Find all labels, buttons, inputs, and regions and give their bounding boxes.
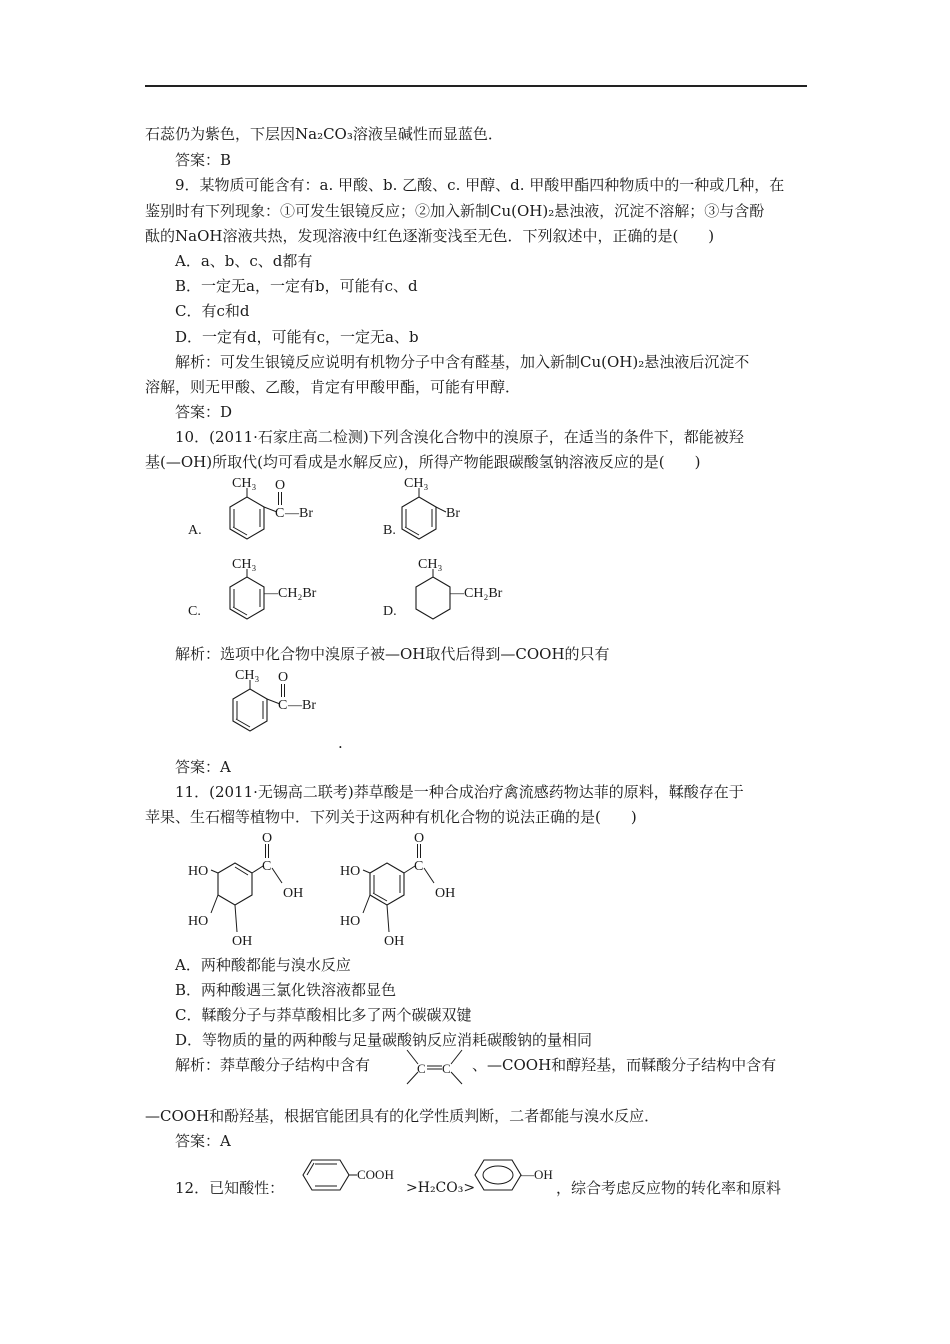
structure-option-B	[380, 472, 490, 552]
question-11-line: 苹果、生石榴等植物中．下列关于这两种有机化合物的说法正确的是( )	[145, 808, 637, 826]
svg-text:CH₃: CH₃	[235, 668, 260, 683]
analysis-line: 解析：莽草酸分子结构中含有	[175, 1056, 371, 1074]
svg-text:—Br: —Br	[288, 698, 316, 713]
svg-text:CH₃: CH₃	[418, 557, 443, 572]
option-B: B．一定无a，一定有b，可能有c、d	[175, 277, 418, 295]
svg-text:OH: OH	[232, 934, 253, 949]
svg-text:HO: HO	[188, 914, 209, 929]
structure-phenol	[470, 1152, 560, 1202]
svg-text:CH₃: CH₃	[232, 557, 257, 572]
analysis-line: 解析：选项中化合物中溴原子被—OH取代后得到—COOH的只有	[175, 645, 610, 663]
svg-text:C.: C.	[188, 604, 201, 619]
svg-text:CH₃: CH₃	[404, 476, 429, 491]
structure-option-A	[185, 472, 325, 552]
analysis-line: 、—COOH和醇羟基，而鞣酸分子结构中含有	[472, 1056, 777, 1074]
svg-text:A.: A.	[188, 523, 202, 538]
option-D: D．等物质的量的两种酸与足量碳酸钠反应消耗碳酸钠的量相同	[175, 1031, 593, 1049]
text-line: 石蕊仍为紫色，下层因Na₂CO₃溶液呈碱性而显蓝色．	[145, 125, 503, 143]
svg-text:—CH₂Br: —CH₂Br	[450, 586, 503, 601]
svg-text:Br: Br	[446, 506, 460, 521]
answer-line: 答案：B	[175, 151, 232, 169]
svg-text:HO: HO	[188, 864, 209, 879]
svg-text:O: O	[262, 831, 273, 846]
svg-text:—CH₂Br: —CH₂Br	[264, 586, 317, 601]
answer-line: 答案：A	[175, 1132, 231, 1150]
option-A: A．两种酸都能与溴水反应	[175, 956, 351, 974]
period: .	[338, 734, 343, 752]
option-D: D．一定有d，可能有c，一定无a、b	[175, 328, 419, 346]
acid-comparison: >H₂CO₃>	[406, 1180, 476, 1196]
svg-text:—OH: —OH	[521, 1167, 553, 1182]
svg-text:C: C	[414, 859, 424, 874]
answer-line: 答案：D	[175, 403, 233, 421]
svg-text:—Br: —Br	[285, 506, 313, 521]
svg-text:COOH: COOH	[357, 1167, 394, 1182]
question-10-line: 10．(2011·石家庄高二检测)下列含溴化合物中的溴原子，在适当的条件下，都能被羟	[175, 428, 744, 446]
svg-text:CH₃: CH₃	[232, 476, 257, 491]
structure-option-C	[185, 555, 325, 635]
structure-benzoic-acid	[295, 1152, 405, 1202]
svg-text:O: O	[275, 478, 286, 493]
svg-text:O: O	[278, 670, 289, 685]
structure-gallic-acid	[337, 830, 477, 950]
svg-text:OH: OH	[384, 934, 405, 949]
svg-text:O: O	[414, 831, 425, 846]
svg-text:C: C	[275, 506, 285, 521]
svg-text:C: C	[278, 698, 288, 713]
svg-text:C: C	[442, 1061, 451, 1076]
question-10-line: 基(—OH)所取代(均可看成是水解反应)，所得产物能跟碳酸氢钠溶液反应的是( )	[145, 453, 701, 471]
analysis-line: 解析：可发生银镜反应说明有机物分子中含有醛基，加入新制Cu(OH)₂悬浊液后沉淀不	[175, 353, 750, 371]
carbon-carbon-double-bond	[404, 1046, 466, 1096]
header-rule	[145, 85, 807, 87]
analysis-line: —COOH和酚羟基，根据官能团具有的化学性质判断，二者都能与溴水反应．	[145, 1107, 660, 1125]
svg-text:OH: OH	[283, 886, 304, 901]
svg-text:HO: HO	[340, 914, 361, 929]
option-C: C．鞣酸分子与莽草酸相比多了两个碳碳双键	[175, 1006, 472, 1024]
svg-text:OH: OH	[435, 886, 456, 901]
svg-text:HO: HO	[340, 864, 361, 879]
svg-text:C: C	[417, 1061, 426, 1076]
svg-text:B.: B.	[383, 523, 396, 538]
option-A: A．a、b、c、d都有	[175, 252, 313, 270]
analysis-line: 溶解，则无甲酸、乙酸，肯定有甲酸甲酯，可能有甲醇．	[145, 378, 521, 396]
option-B: B．两种酸遇三氯化铁溶液都显色	[175, 981, 397, 999]
answer-line: 答案：A	[175, 758, 231, 776]
question-9-line: 酞的NaOH溶液共热，发现溶液中红色逐渐变浅至无色．下列叙述中，正确的是( )	[145, 227, 715, 245]
svg-text:D.: D.	[383, 604, 397, 619]
question-9-line: 鉴别时有下列现象：①可发生银镜反应；②加入新制Cu(OH)₂悬浊液，沉淀不溶解；③与含酚	[145, 202, 765, 220]
structure-answer-A	[225, 664, 345, 744]
question-12-line: 12．已知酸性：	[175, 1179, 285, 1197]
structure-option-D	[380, 555, 530, 635]
svg-text:C: C	[262, 859, 272, 874]
structure-shikimic-acid	[185, 830, 325, 950]
option-C: C．有c和d	[175, 302, 250, 320]
question-11-line: 11．(2011·无锡高二联考)莽草酸是一种合成治疗禽流感药物达菲的原料，鞣酸存在于	[175, 783, 744, 801]
question-9-line: 9．某物质可能含有：a. 甲酸、b. 乙酸、c. 甲醇、d. 甲酸甲酯四种物质中的一种或几种，在	[175, 176, 785, 194]
question-12-line: ，综合考虑反应物的转化率和原料	[556, 1179, 782, 1197]
